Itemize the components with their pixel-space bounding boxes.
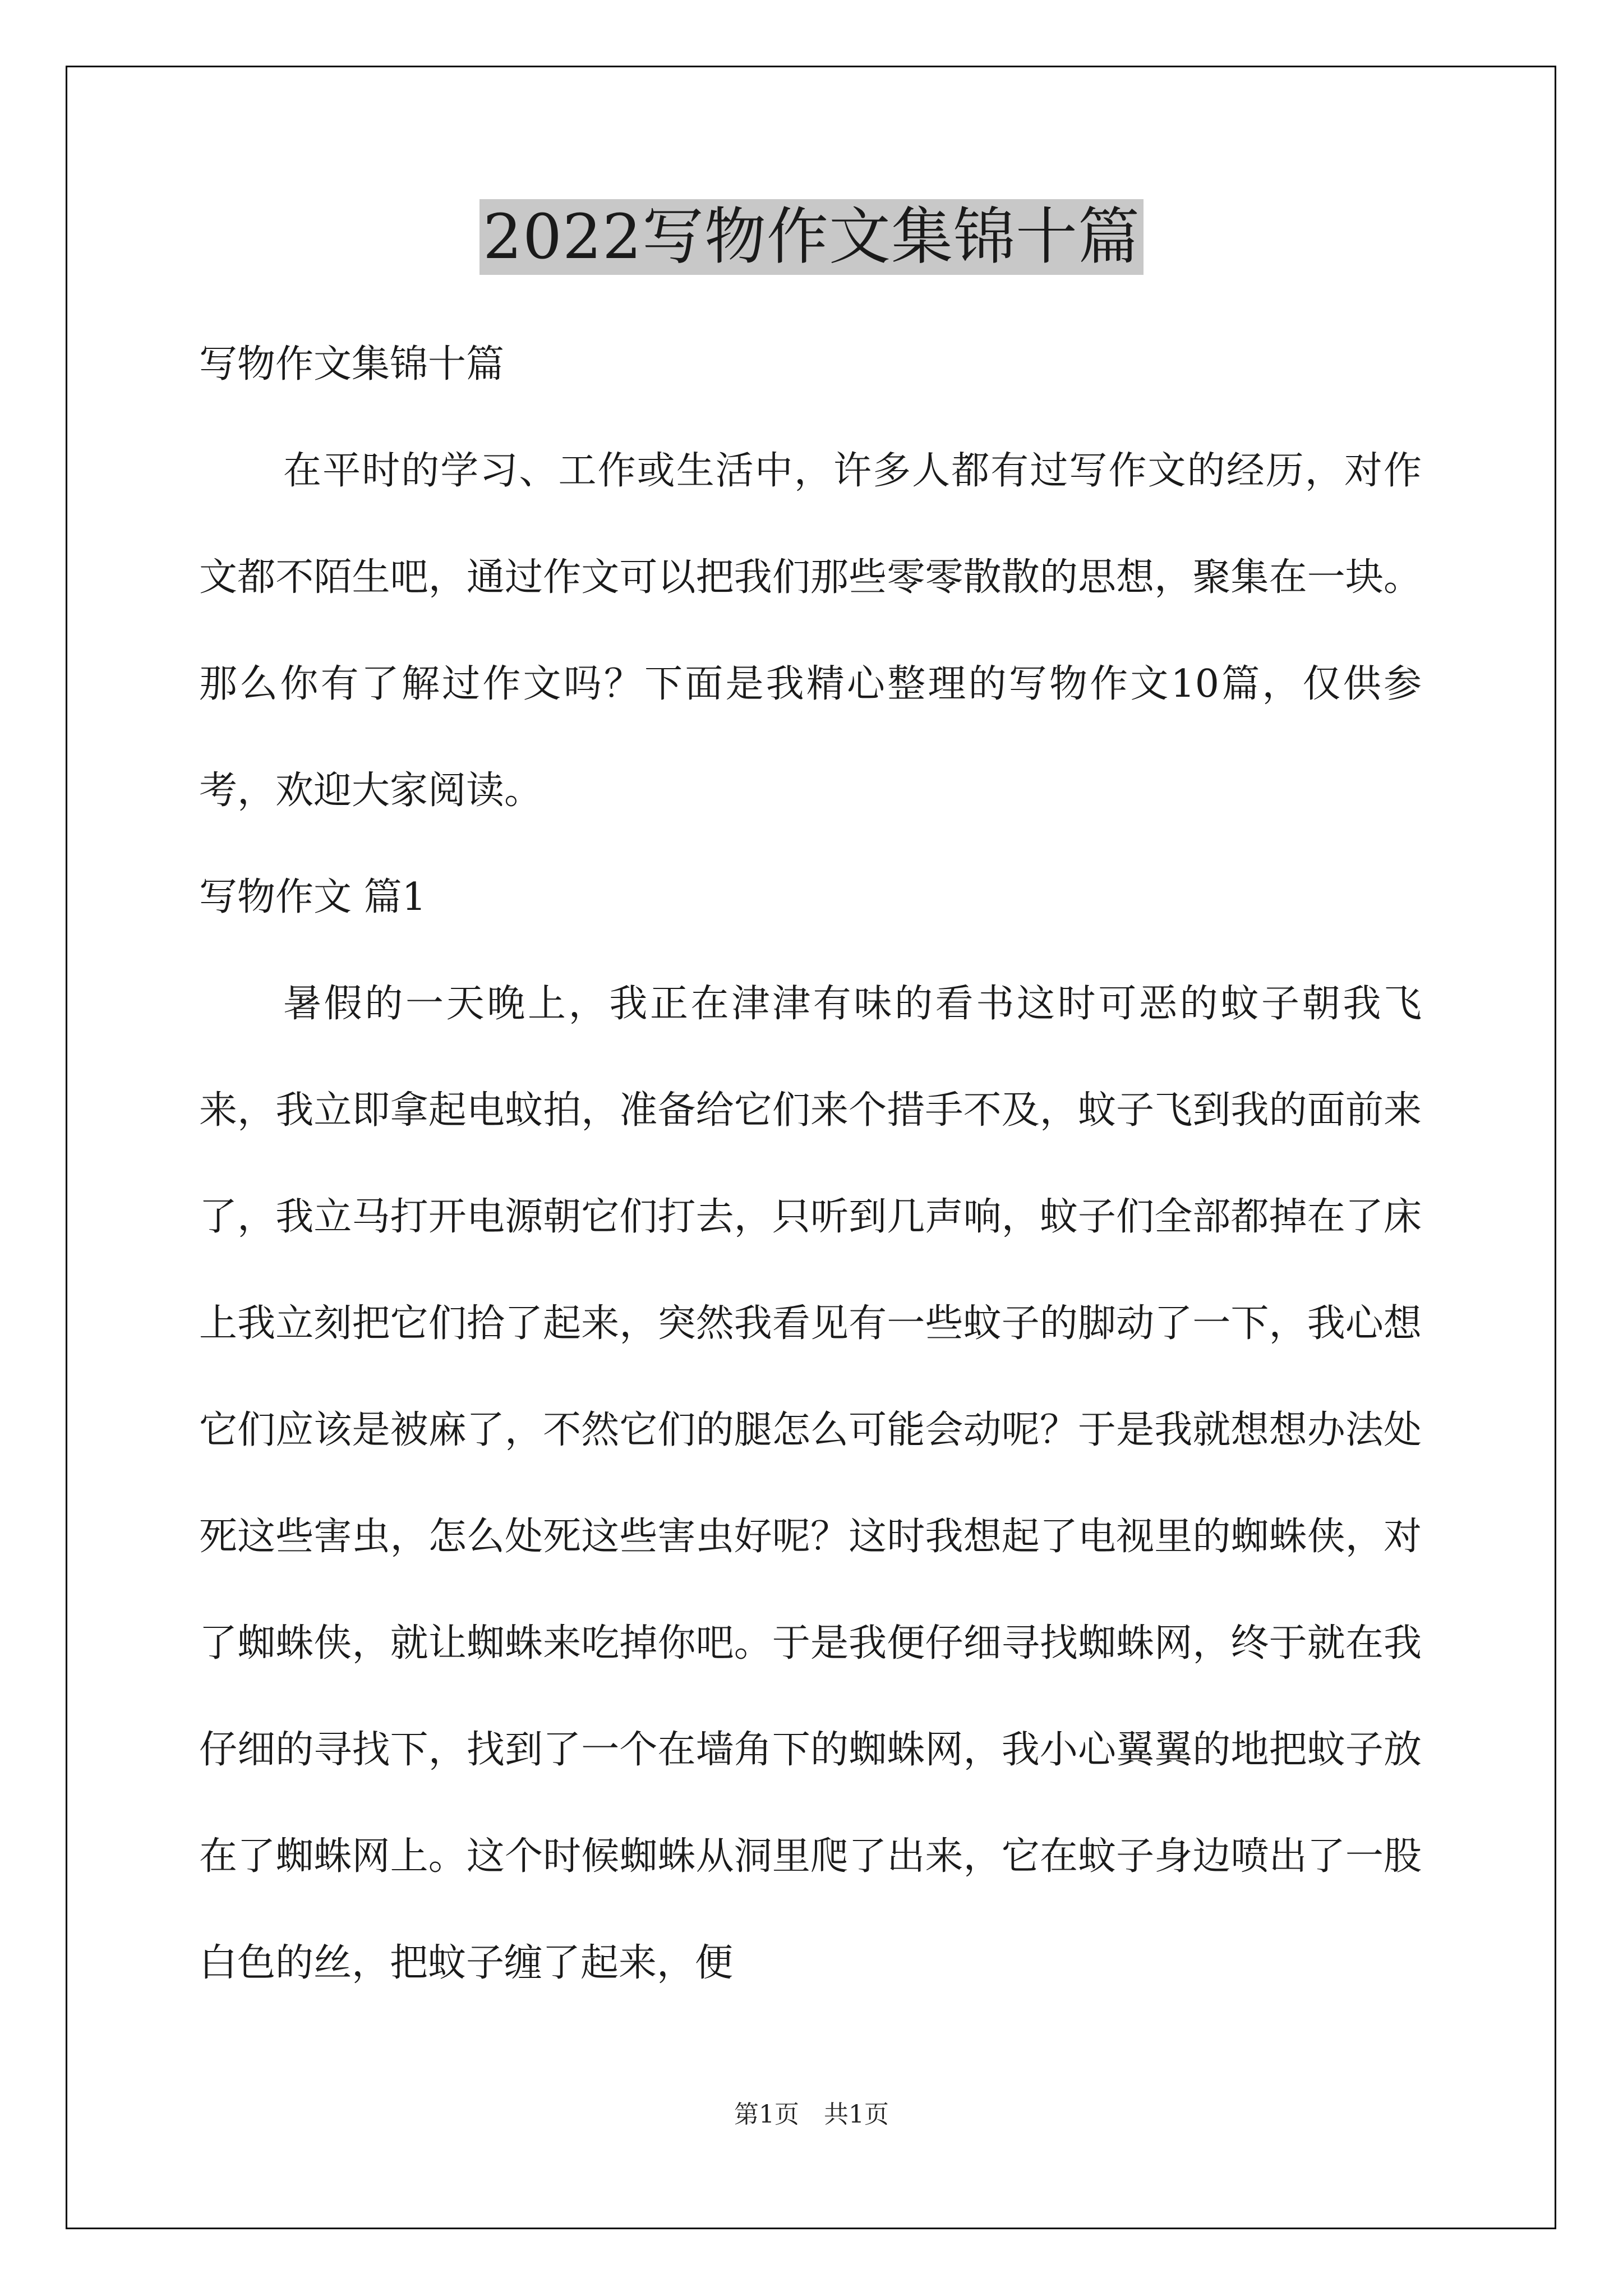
section-heading: 写物作文集锦十篇: [199, 342, 505, 386]
page-number: 第1页: [734, 2100, 799, 2129]
page-total: 共1页: [824, 2100, 889, 2129]
title-container: [0, 199, 1623, 275]
intro-paragraph: 在平时的学习、工作或生活中，许多人都有过写作文的经历，对作文都不陌生吧，通过作文可以把我们那些零零散散的思想，聚集在一块。那么你有了解过作文吗？下面是我精心整理的写物作文10篇，仅供参考，欢迎大家阅读。: [199, 449, 1422, 813]
essay-paragraph: 暑假的一天晚上，我正在津津有味的看书这时可恶的蚊子朝我飞来，我立即拿起电蚊拍，准备给它们来个措手不及，蚊子飞到我的面前来了，我立马打开电源朝它们打去，只听到几声响，蚊子们全部都掉在了床上我立刻把它们拾了起来，突然我看见有一些蚊子的脚动了一下，我心想它们应该是被麻了，不然它们的腿怎么可能会动呢？于是我就想想办法处死这些害虫，怎么处死这些害虫好呢？这时我想起了电视里的蜘蛛侠，对了蜘蛛侠，就让蜘蛛来吃掉你吧。于是我便仔细寻找蜘蛛网，终于就在我仔细的寻找下，找到了一个在墙角下的蜘蛛网，我小心翼翼的地把蚊子放在了蜘蛛网上。这个时候蜘蛛从洞里爬了出来，它在蚊子身边喷出了一股白色的丝，把蚊子缠了起来，便: [199, 982, 1422, 1985]
section-heading: 写物作文 篇1: [199, 875, 426, 919]
page-footer: [0, 2098, 1623, 2132]
document-body: [199, 311, 1422, 2017]
document-title: 2022写物作文集锦十篇: [479, 199, 1144, 275]
